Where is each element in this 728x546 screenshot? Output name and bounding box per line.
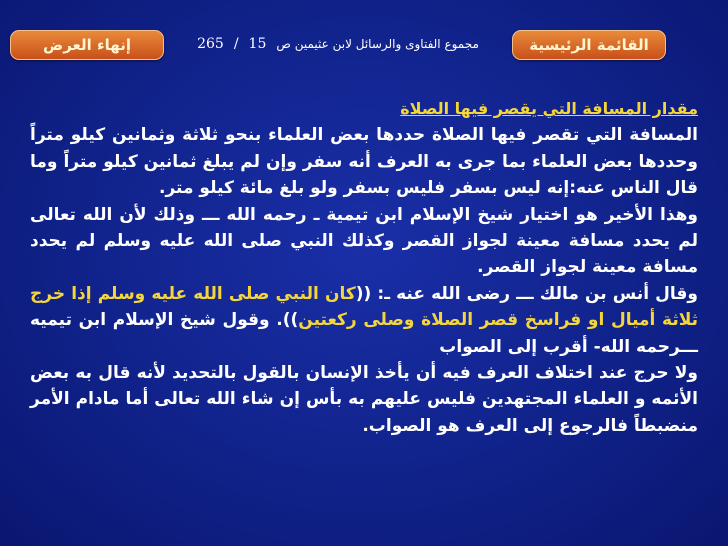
- source-separator: /: [233, 36, 239, 52]
- slide-body: [30, 96, 698, 439]
- source-reference: [170, 30, 506, 58]
- paragraph-distance-definition: المسافة التي تقصر فيها الصلاة حددها بعض العلماء بنحو ثلاثة وثمانين كيلو متراً وحددها بعض العلماء بما جرى به العرف أنه سفر وإن لم يبلغ ثمانين كيلو متراً وما قال الناس عنه:إنه ليس بسفر فليس بسفر ولو بلغ مائة كيلو متر.: [30, 125, 698, 199]
- end-show-button[interactable]: [10, 30, 164, 60]
- source-page: 15: [248, 36, 267, 52]
- end-show-label: إنهاء العرض: [43, 36, 131, 54]
- slide-heading: مقدار المسافة التي يقصر فيها الصلاة: [400, 99, 698, 118]
- paragraph-custom-ruling: ولا حرج عند اختلاف العرف فيه أن يأخذ الإنسان بالقول بالتحديد لأنه قال به بعض الأئمه و العلماء المجتهدين فليس عليهم به بأس إن شاء الله تعالى أما مادام الأمر منضبطاً فالرجوع إلى العرف هو الصواب.: [30, 363, 698, 436]
- source-title: مجموع الفتاوى والرسائل لابن عثيمين ص: [276, 37, 479, 51]
- main-menu-label: القائمة الرئيسية: [529, 36, 649, 54]
- main-menu-button[interactable]: [512, 30, 666, 60]
- top-navigation-bar: [0, 0, 728, 62]
- hadith-conclusion: )). وقول شيخ الإسلام ابن تيميه ـــرحمه الله- أقرب إلى الصواب: [30, 310, 698, 357]
- paragraph-ibn-taymiyyah-view: وهذا الأخير هو اختيار شيخ الإسلام ابن تيمية ـ رحمه الله ـــ وذلك لأن الله تعالى لم يحدد مسافة معينة لجواز القصر وكذلك النبي صلى الله عليه وسلم لم يحدد مسافة معينة لجواز القصر.: [30, 204, 698, 278]
- hadith-intro: وقال أنس بن مالك ـــ رضى الله عنه ـ: ((: [355, 283, 698, 304]
- source-total-pages: 265: [197, 36, 224, 52]
- hadith-quote: كان النبي صلى الله عليه وسلم إذا خرج ثلاثة أميال او فراسخ قصر الصلاة وصلى ركعتين: [30, 283, 698, 331]
- paragraph-anas-hadith: [30, 281, 698, 360]
